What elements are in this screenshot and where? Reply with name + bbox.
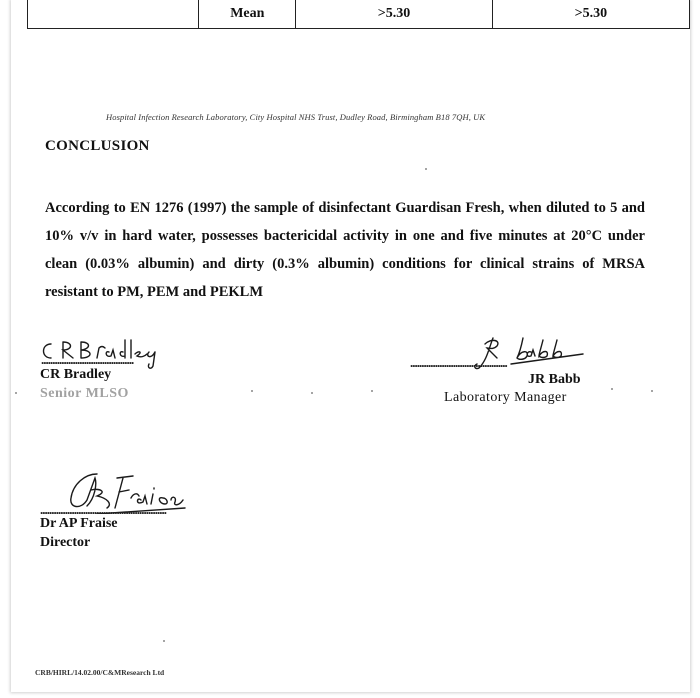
lab-address: Hospital Infection Research Laboratory, City Hospital NHS Trust, Dudley Road, Birmingham B18 7QH, UK (106, 112, 486, 122)
scan-speck (311, 392, 313, 394)
document-page (11, 0, 690, 692)
mean-label-cell: Mean (199, 0, 296, 29)
scan-speck (371, 390, 373, 392)
mean-value-cell: >5.30 (296, 0, 492, 29)
conclusion-heading: CONCLUSION (45, 138, 150, 154)
signatory-title: Laboratory Manager (444, 390, 567, 405)
signatory-name: JR Babb (528, 372, 581, 387)
results-table (27, 0, 690, 29)
signature-line-dots: ......................................... (41, 352, 134, 367)
document-footer-code: CRB/HIRL/14.02.00/C&MResearch Ltd (35, 668, 165, 677)
conclusion-body: According to EN 1276 (1997) the sample of disinfectant Guardisan Fresh, when diluted to 5 and 10% v/v in hard water, possesses bactericidal activity in one and five minutes at 20°C under clean (0.03% albumin) and dirty (0.3% albumin) conditions for clinical strains of MRSA resistant to PM, PEM and PEKLM (45, 200, 645, 300)
scan-speck (425, 168, 427, 170)
scan-speck (15, 392, 17, 394)
signature-line-dots: ........................................... (410, 355, 507, 370)
table-row (28, 0, 690, 29)
signatory-name: Dr AP Fraise (40, 516, 118, 531)
signatory-title: Director (40, 535, 91, 550)
signatory-name: CR Bradley (40, 367, 112, 382)
scan-speck (651, 390, 653, 392)
scan-speck (163, 640, 165, 642)
signatory-title: Senior MLSO (40, 386, 129, 401)
signature-babb (471, 334, 591, 374)
mean-value-cell: >5.30 (492, 0, 689, 29)
scan-speck (251, 390, 253, 392)
signature-line-dots: ........................................................ (40, 502, 166, 517)
table-cell-empty (28, 0, 199, 29)
scan-speck (611, 388, 613, 390)
